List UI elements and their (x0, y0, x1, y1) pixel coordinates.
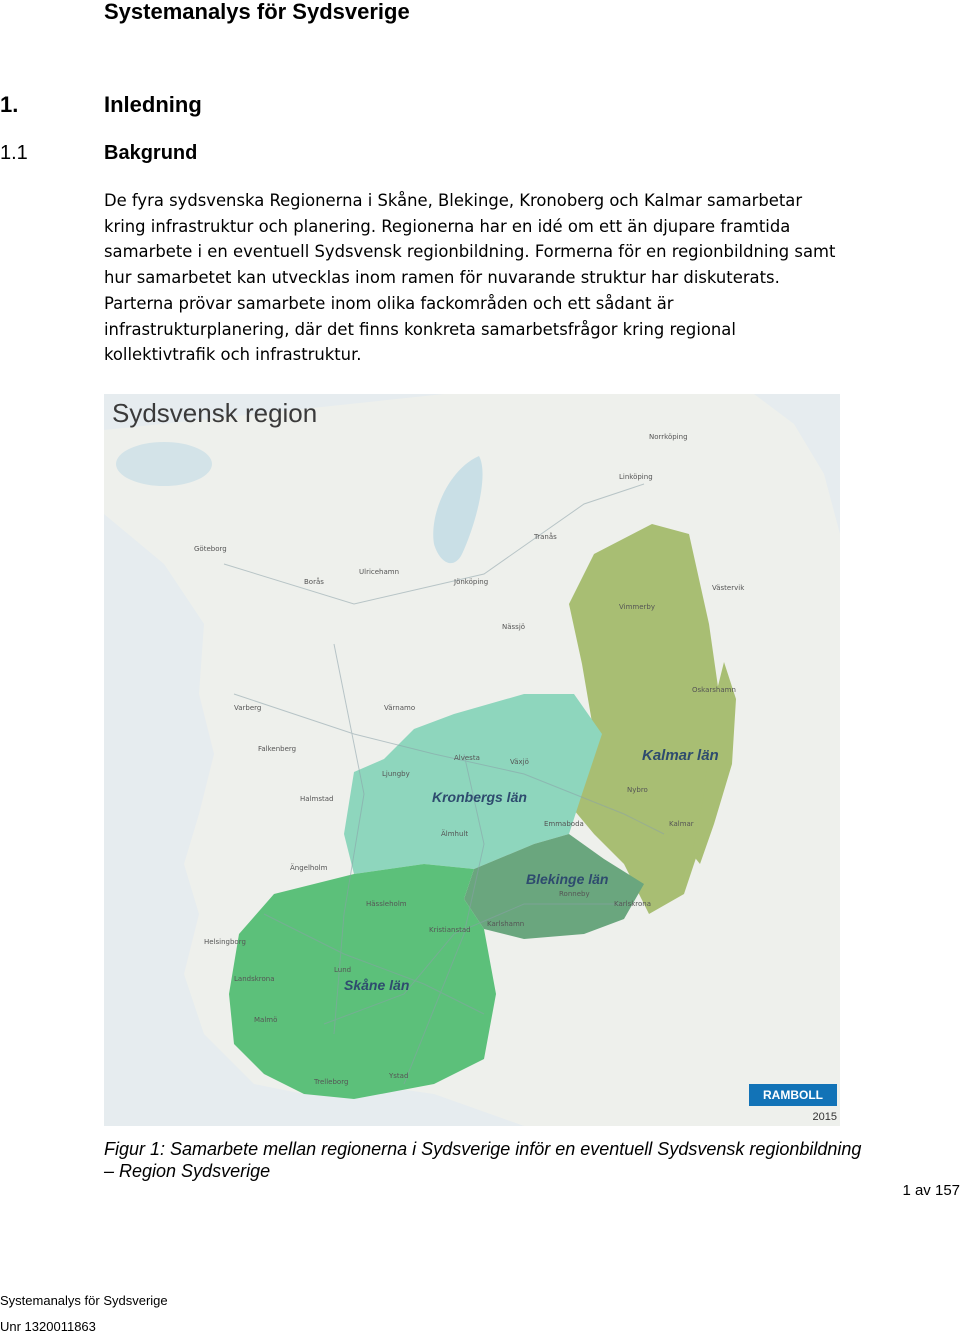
figure-caption-text: : Samarbete mellan regionerna i Sydsverige inför en eventuell Sydsvensk regionbildning – Region Sydsverige (104, 1139, 862, 1181)
city-norrkoping: Norrköping (649, 433, 688, 441)
city-emmaboda: Emmaboda (544, 820, 584, 828)
region-map (104, 394, 840, 1126)
city-nybro: Nybro (627, 786, 648, 794)
city-boras: Borås (304, 578, 324, 586)
city-falkenberg: Falkenberg (258, 745, 297, 753)
label-kalmar: Kalmar län (642, 747, 719, 764)
city-goteborg: Göteborg (194, 545, 227, 553)
subsection-title: Bakgrund (104, 142, 198, 164)
city-landskrona: Landskrona (234, 975, 275, 983)
city-nassjo: Nässjö (502, 623, 526, 631)
city-alvesta: Alvesta (454, 754, 480, 762)
section-title: Inledning (104, 92, 202, 117)
city-hassleholm: Hässleholm (366, 900, 407, 908)
label-kronoberg: Kronbergs län (432, 789, 527, 805)
footer-title: Systemanalys för Sydsverige (0, 1293, 168, 1308)
document-title: Systemanalys för Sydsverige (104, 0, 410, 24)
page-number: 1 av 157 (902, 1182, 960, 1199)
city-karlshamn: Karlshamn (487, 920, 525, 928)
city-varnamo: Värnamo (384, 704, 416, 712)
city-lund: Lund (334, 966, 352, 974)
city-oskarshamn: Oskarshamn (692, 686, 736, 694)
city-tranas: Tranås (534, 533, 557, 541)
city-trelleborg: Trelleborg (314, 1078, 349, 1086)
city-vastervik: Västervik (712, 584, 745, 592)
city-malmo: Malmö (254, 1016, 278, 1024)
city-ljungby: Ljungby (382, 770, 410, 778)
city-helsingborg: Helsingborg (204, 938, 246, 946)
figure-caption-label: Figur 1 (104, 1139, 161, 1159)
city-jonkoping: Jönköping (454, 578, 489, 586)
city-ronneby: Ronneby (559, 890, 590, 898)
city-linkoping: Linköping (619, 473, 653, 481)
city-almhult: Älmhult (441, 830, 469, 838)
label-skane: Skåne län (344, 977, 410, 993)
city-kristianstad: Kristianstad (429, 926, 471, 934)
region-map-figure (104, 394, 840, 1126)
section-number: 1. (0, 92, 19, 117)
city-ulricehamn: Ulricehamn (359, 568, 400, 576)
city-kalmar: Kalmar (669, 820, 694, 828)
body-paragraph: De fyra sydsvenska Regionerna i Skåne, Blekinge, Kronoberg och Kalmar samarbetar kring infrastruktur och planering. Regionerna har en idé om ett än djupare framtida samarbete i en eventuell Sydsvensk regionbildning. Formerna för en regionbildning samt hur samarbetet kan utvecklas inom ramen för nuvarande struktur har diskuterats. Parterna prövar samarbete inom olika fackområden och ett sådant är infrastrukturplanering, där det finns konkreta samarbetsfrågor kring regional kollektivtrafik och infrastruktur. (104, 191, 836, 365)
city-vaxjo: Växjö (510, 758, 529, 766)
ramboll-logo-text: RAMBOLL (763, 1088, 823, 1102)
figure-caption (104, 1138, 864, 1182)
footer-unr: Unr 1320011863 (0, 1319, 96, 1334)
map-title: Sydsvensk region (112, 398, 318, 428)
city-karlskrona: Karlskrona (614, 900, 652, 908)
city-halmstad: Halmstad (300, 795, 334, 803)
city-ystad: Ystad (389, 1072, 409, 1080)
map-year: 2015 (812, 1111, 837, 1123)
label-blekinge: Blekinge län (526, 871, 609, 887)
city-vimmerby: Vimmerby (619, 603, 655, 611)
lake-vanern (116, 442, 212, 486)
city-varberg: Varberg (234, 704, 262, 712)
city-angelholm: Ängelholm (290, 864, 328, 872)
subsection-number: 1.1 (0, 142, 28, 164)
